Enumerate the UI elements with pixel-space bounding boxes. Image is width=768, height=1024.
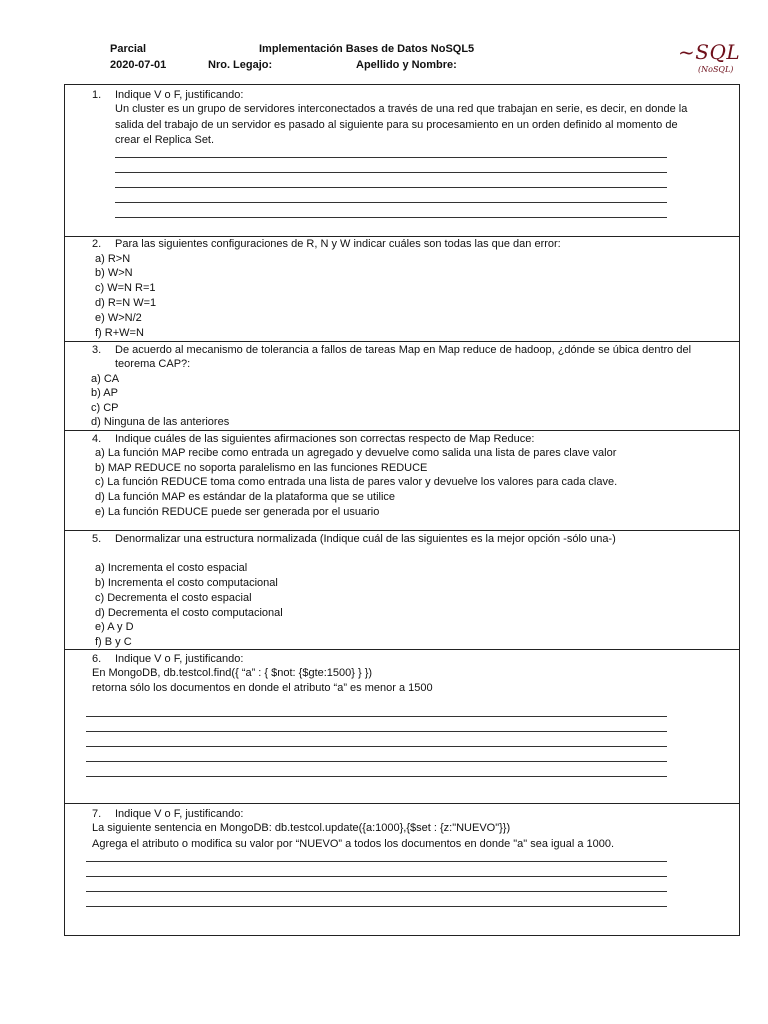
question-7-text-line: La siguiente sentencia en MongoDB: db.testcol.update({a:1000},{$set : {z:"NUEVO"}})	[92, 822, 511, 834]
question-2-option: c) W=N R=1	[95, 282, 156, 294]
question-7-title: Indique V o F, justificando:	[115, 808, 244, 820]
answer-line[interactable]	[86, 876, 667, 877]
nosql-logo	[676, 40, 742, 80]
answer-line[interactable]	[115, 187, 667, 188]
question-5-title: Denormalizar una estructura normalizada (Indique cuál de las siguientes es la mejor opción -sólo una-)	[115, 533, 616, 545]
answer-line[interactable]	[86, 776, 667, 777]
answer-line[interactable]	[115, 172, 667, 173]
subject-title: Implementación Bases de Datos NoSQL5	[259, 43, 475, 55]
question-3-option: b) AP	[91, 387, 118, 399]
question-3-option: a) CA	[91, 373, 120, 385]
question-6-text-line: En MongoDB, db.testcol.find({ “a” : { $not: {$gte:1500} } })	[92, 667, 373, 679]
question-2-number: 2.	[92, 238, 102, 250]
answer-line[interactable]	[86, 891, 667, 892]
question-5-option: d) Decrementa el costo computacional	[95, 607, 283, 619]
question-6-text-line: retorna sólo los documentos en donde el atributo “a” es menor a 1500	[92, 682, 433, 694]
question-5-option: f) B y C	[95, 636, 132, 648]
question-5-option: e) A y D	[95, 621, 134, 633]
question-4-title: Indique cuáles de las siguientes afirmaciones son correctas respecto de Map Reduce:	[115, 433, 535, 445]
answer-line[interactable]	[115, 157, 667, 158]
answer-line[interactable]	[86, 861, 667, 862]
question-2-option: e) W>N/2	[95, 312, 142, 324]
question-2-option: a) R>N	[95, 253, 131, 265]
question-6-number: 6.	[92, 653, 102, 665]
question-2-title: Para las siguientes configuraciones de R, N y W indicar cuáles son todas las que dan error:	[115, 238, 561, 250]
question-2-option: b) W>N	[95, 267, 133, 279]
answer-line[interactable]	[86, 716, 667, 717]
question-5-option: a) Incrementa el costo espacial	[95, 562, 248, 574]
question-4-option: d) La función MAP es estándar de la plataforma que se utilice	[95, 491, 396, 503]
question-4-option: a) La función MAP recibe como entrada un agregado y devuelve como salida una lista de pares clave valor	[95, 447, 617, 459]
question-2-option: d) R=N W=1	[95, 297, 157, 309]
question-7-number: 7.	[92, 808, 102, 820]
question-1-text-line: salida del trabajo de un servidor es pasado al siguiente para su procesamiento en un orden definido al momento de	[115, 119, 678, 131]
question-2-box	[64, 236, 740, 341]
legajo-label: Nro. Legajo:	[208, 59, 273, 71]
answer-line[interactable]	[115, 217, 667, 218]
answer-line[interactable]	[115, 202, 667, 203]
answer-line[interactable]	[86, 731, 667, 732]
course-label: Parcial	[110, 43, 147, 55]
answer-line[interactable]	[86, 906, 667, 907]
question-1-number: 1.	[92, 89, 102, 101]
question-1-text-line: Un cluster es un grupo de servidores interconectados a través de una red que trabajan en serie, es decir, en donde la	[115, 103, 688, 115]
question-4-number: 4.	[92, 433, 102, 445]
question-7-text-line: Agrega el atributo o modifica su valor por “NUEVO” a todos los documentos en donde "a" sea igual a 1000.	[92, 838, 615, 850]
question-3-option: c) CP	[91, 402, 119, 414]
question-2-option: f) R+W=N	[95, 327, 144, 339]
question-3-title: De acuerdo al mecanismo de tolerancia a fallos de tareas Map en Map reduce de hadoop, ¿dónde se úbica dentro del	[115, 344, 692, 356]
question-6-title: Indique V o F, justificando:	[115, 653, 244, 665]
logo-main-text: ~SQL	[678, 40, 741, 64]
question-5-option: c) Decrementa el costo espacial	[95, 592, 252, 604]
question-4-option: c) La función REDUCE toma como entrada una lista de pares valor y devuelve los valores para cada clave.	[95, 476, 618, 488]
student-name-label: Apellido y Nombre:	[356, 59, 457, 71]
question-1-title: Indique V o F, justificando:	[115, 89, 244, 101]
question-4-option: b) MAP REDUCE no soporta paralelismo en las funciones REDUCE	[95, 462, 428, 474]
question-4-option: e) La función REDUCE puede ser generada por el usuario	[95, 506, 380, 518]
logo-sub-text: (NoSQL)	[698, 65, 734, 74]
answer-line[interactable]	[86, 761, 667, 762]
question-1-text-line: crear el Replica Set.	[115, 134, 215, 146]
question-3-option: d) Ninguna de las anteriores	[91, 416, 230, 428]
question-5-number: 5.	[92, 533, 102, 545]
question-3-number: 3.	[92, 344, 102, 356]
question-3-title-continued: teorema CAP?:	[115, 358, 191, 370]
exam-date: 2020-07-01	[110, 59, 167, 71]
answer-line[interactable]	[86, 746, 667, 747]
question-5-option: b) Incrementa el costo computacional	[95, 577, 278, 589]
